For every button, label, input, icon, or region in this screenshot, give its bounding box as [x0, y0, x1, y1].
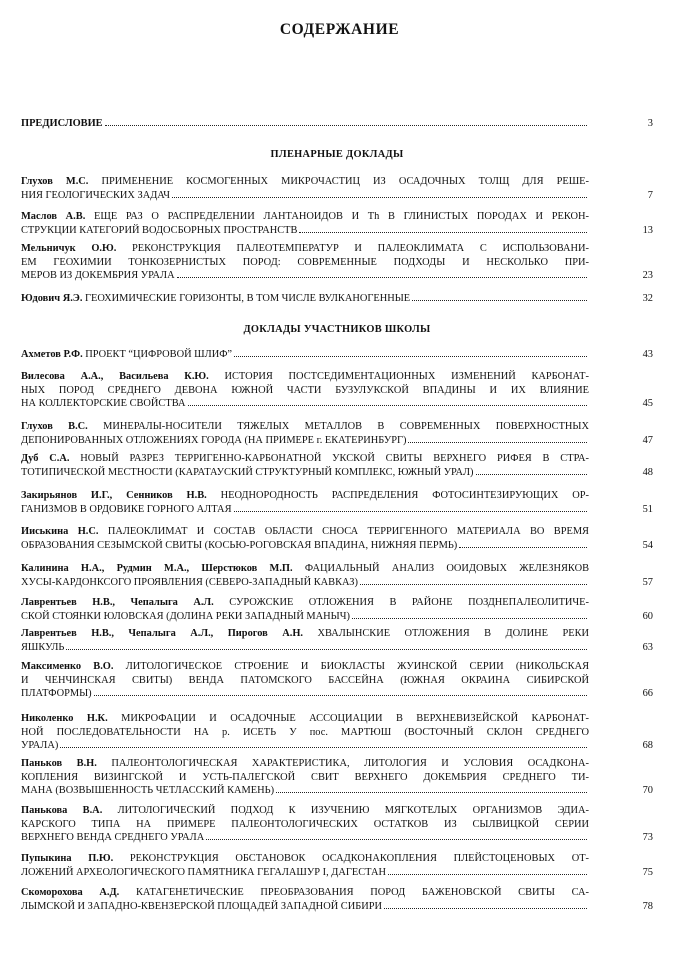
entry-line [21, 687, 589, 701]
entry-title-line: ПЛАТФОРМЫ) [21, 688, 92, 700]
toc-entry [21, 562, 653, 589]
entry-line [21, 726, 589, 740]
entry-text [21, 489, 589, 516]
entry-author: Глухов М.С. [21, 176, 89, 187]
toc-entry [21, 886, 653, 913]
entry-text [21, 660, 589, 701]
entry-line [21, 674, 589, 688]
page-number: 60 [642, 610, 653, 622]
entry-title-line: ЛЫМСКОЙ И ЗАПАДНО-КВЕНЗЕРСКОЙ ПЛОЩАДЕЙ ЗАПАДНОЙ СИБИРИ [21, 900, 382, 912]
dot-leader [60, 747, 587, 748]
entry-author: Калинина Н.А., Рудмин М.А., Шерстюков М.П. [21, 563, 293, 574]
entry-line [21, 292, 589, 306]
entry-line [21, 384, 589, 398]
toc-entry [21, 420, 653, 447]
entry-title-line: КАРСКОГО ТИПА НА ПРИМЕРЕ ПАЛЕОНТОЛОГИЧЕСКИХ ОСТАТКОВ ИЗ СЫЛВИЦКОЙ СЕРИИ [21, 818, 589, 830]
entry-title-line: СТРУКЦИИ КАТЕГОРИЙ ВОДОСБОРНЫХ ПРОСТРАНСТВ [21, 224, 298, 236]
entry-line [21, 175, 589, 189]
page-number: 32 [642, 293, 653, 304]
entry-author: Николенко Н.К. [21, 713, 108, 724]
entry-line [21, 739, 589, 753]
entry-text [21, 370, 589, 411]
dot-leader [360, 584, 587, 585]
dot-leader [66, 649, 587, 650]
page-number: 54 [642, 539, 653, 551]
entry-title-line: ГЕОХИМИЧЕСКИЕ ГОРИЗОНТЫ, В ТОМ ЧИСЛЕ ВУЛКАНОГЕННЫЕ [82, 293, 411, 304]
dot-leader [177, 277, 587, 278]
page-number: 7 [647, 189, 653, 201]
dot-leader [352, 618, 587, 619]
entry-title-line: И ЧЕНЧИНСКАЯ СВИТЫ) ВЕНДА ПАТОМСКОГО БАССЕЙНА (ЮЖНАЯ ОКРАИНА СИБИРСКОЙ [21, 674, 589, 686]
entry-line [21, 348, 589, 362]
entry-title-line: ЕЩЕ РАЗ О РАСПРЕДЕЛЕНИИ ЛАНТАНОИДОВ И Th В ГЛИНИСТЫХ ПОРОДАХ И РЕКОН- [85, 211, 589, 222]
page-number: 13 [642, 224, 653, 236]
entry-title-line: ПАЛЕОНТОЛОГИЧЕСКАЯ ХАРАКТЕРИСТИКА, ЛИТОЛОГИЯ И УСЛОВИЯ ОСАДКОНА- [96, 758, 589, 769]
entry-title-line: НА КОЛЛЕКТОРСКИЕ СВОЙСТВА [21, 398, 186, 410]
entry-title-line: ЯШКУЛЬ [21, 641, 65, 653]
entry-author: Пупыкина П.Ю. [21, 853, 114, 864]
toc-entry [21, 489, 653, 516]
entry-line [21, 466, 589, 480]
entry-title-line: РЕКОНСТРУКЦИЯ ОБСТАНОВОК ОСАДКОНАКОПЛЕНИЯ ПЛЕЙСТОЦЕНОВЫХ ОТ- [113, 853, 590, 864]
toc-entry [21, 712, 653, 753]
entry-line [21, 489, 589, 503]
entry-line [21, 576, 589, 590]
entry-title-line: ДЕПОНИРОВАННЫХ ОТЛОЖЕНИЯХ ГОРОДА (НА ПРИМЕРЕ г. ЕКАТЕРИНБУРГ) [21, 434, 407, 446]
page-number: 48 [642, 466, 653, 478]
page-number: 68 [642, 740, 653, 752]
entry-line [21, 189, 589, 203]
entry-text [21, 242, 589, 283]
entry-text [21, 804, 589, 845]
entry-line [21, 852, 589, 866]
dot-leader [234, 511, 588, 512]
page-number: 75 [642, 866, 653, 878]
toc-entry [21, 596, 653, 623]
page-number: 51 [642, 503, 653, 515]
page-number: 3 [647, 118, 653, 129]
toc-entry [21, 627, 653, 654]
entry-text [21, 852, 589, 879]
preface-label: ПРЕДИСЛОВИЕ [21, 118, 103, 129]
entry-line [21, 256, 589, 270]
dot-leader [412, 300, 587, 301]
page-number: 43 [642, 349, 653, 360]
entry-title-line: НОВЫЙ РАЗРЕЗ ТЕРРИГЕННО-КАРБОНАТНОЙ УКСКОЙ СВИТЫ ВЕРХНЕГО РИФЕЯ В СТРА- [69, 453, 589, 464]
entry-line [21, 242, 589, 256]
entry-title-line: КАТАГЕНЕТИЧЕСКИЕ ПРЕОБРАЗОВАНИЯ ПОРОД БАЖЕНОВСКОЙ СВИТЫ СА- [119, 887, 589, 898]
entry-title-line: ЛИТОЛОГИЧЕСКИЙ ПОДХОД К ИЗУЧЕНИЮ МЯГКОТЕЛЫХ ОРГАНИЗМОВ ЭДИА- [102, 805, 589, 816]
entry-text [21, 525, 589, 552]
entry-line [21, 771, 589, 785]
entry-line [21, 900, 589, 914]
entry-line [21, 818, 589, 832]
entry-author: Паньков В.Н. [21, 758, 97, 769]
entry-line [21, 641, 589, 655]
toc-entry-preface [21, 117, 653, 131]
page-number: 23 [642, 270, 653, 282]
entry-line [21, 757, 589, 771]
dot-leader [299, 232, 587, 233]
entry-title-line: ЛИТОЛОГИЧЕСКОЕ СТРОЕНИЕ И БИОКЛАСТЫ ЖУИНСКОЙ СЕРИИ (НИКОЛЬСКАЯ [113, 661, 590, 672]
entry-author: Ииськина Н.С. [21, 526, 99, 537]
entry-title-line: ИСТОРИЯ ПОСТСЕДИМЕНТАЦИОННЫХ ИЗМЕНЕНИЙ КАРБОНАТ- [208, 371, 589, 382]
entry-line [21, 269, 589, 283]
toc-entry [21, 525, 653, 552]
toc-entry [21, 804, 653, 845]
entry-title-line: НЫХ ПОРОД СРЕДНЕГО ДЕВОНА ЮЖНОЙ ЧАСТИ БУЗУЛУКСКОЙ ВПАДИНЫ И ИХ ВЛИЯНИЕ [21, 384, 589, 396]
dot-leader [94, 695, 587, 696]
entry-title-line: НОЙ ПОСЛЕДОВАТЕЛЬНОСТИ НА р. ИСЕТЬ У пос. МАРТЮШ (ВОСТОЧНЫЙ СКЛОН СРЕДНЕГО [21, 726, 589, 738]
toc-entry [21, 452, 653, 479]
page-number: 45 [642, 398, 653, 410]
page-number: 78 [642, 900, 653, 912]
entry-title-line: ТОТИПИЧЕСКОЙ МЕСТНОСТИ (КАРАТАУСКИЙ СТРУКТУРНЫЙ КОМПЛЕКС, ЮЖНЫЙ УРАЛ) [21, 466, 474, 478]
section-heading: ПЛЕНАРНЫЕ ДОКЛАДЫ [270, 149, 404, 160]
entry-line [21, 784, 589, 798]
page-number: 73 [642, 832, 653, 844]
entry-line [21, 627, 589, 641]
entry-title-line: МИКРОФАЦИИ И ОСАДОЧНЫЕ АССОЦИАЦИИ В ВЕРХНЕВИЗЕЙСКОЙ КАРБОНАТ- [107, 713, 590, 724]
entry-title-line: ХВАЛЫНСКИЕ ОТЛОЖЕНИЯ В ДОЛИНЕ РЕКИ [303, 628, 589, 639]
entry-text [21, 175, 589, 202]
entry-author: Ахметов Р.Ф. [21, 349, 83, 360]
entry-title-line: ГАНИЗМОВ В ОРДОВИКЕ ГОРНОГО АЛТАЯ [21, 503, 232, 515]
entry-line [21, 224, 589, 238]
dot-leader [172, 197, 587, 198]
entry-line [21, 210, 589, 224]
toc-entry [21, 292, 653, 306]
entry-title-line: НИЯ ГЕОЛОГИЧЕСКИХ ЗАДАЧ [21, 189, 170, 201]
entry-line [21, 503, 589, 517]
page-number: 66 [642, 688, 653, 700]
dot-leader [234, 356, 587, 357]
dot-leader [408, 442, 587, 443]
entry-title-line: МАНА (ВОЗВЫШЕННОСТЬ ЧЕТЛАССКИЙ КАМЕНЬ) [21, 785, 275, 797]
entry-line [21, 866, 589, 880]
page-number: 57 [642, 576, 653, 588]
entry-title-line: ХУСЫ-КАРДОНКСОГО ПРОЯВЛЕНИЯ (СЕВЕРО-ЗАПАДНЫЙ КАВКАЗ) [21, 576, 358, 588]
entry-title-line: СУРОЖСКИЕ ОТЛОЖЕНИЯ В РАЙОНЕ ПОЗДНЕПАЛЕОЛИТИЧЕ- [213, 597, 589, 608]
entry-text [21, 596, 589, 623]
entry-line [21, 525, 589, 539]
entry-author: Максименко В.О. [21, 661, 114, 672]
entry-line [21, 712, 589, 726]
entry-text [21, 420, 589, 447]
entry-line [21, 370, 589, 384]
entry-line [21, 562, 589, 576]
page-title: СОДЕРЖАНИЕ [279, 21, 400, 38]
entry-title-line: ПАЛЕОКЛИМАТ И СОСТАВ ОБЛАСТИ СНОСА ТЕРРИГЕННОГО МАТЕРИАЛА ВО ВРЕМЯ [98, 526, 589, 537]
dot-leader [105, 125, 587, 126]
entry-text [21, 886, 589, 913]
entry-line [21, 452, 589, 466]
entry-line [21, 397, 589, 411]
entry-line [21, 420, 589, 434]
entry-author: Панькова В.А. [21, 805, 103, 816]
entry-author: Мельничук О.Ю. [21, 243, 117, 254]
toc-entry [21, 242, 653, 283]
dot-leader [476, 474, 587, 475]
entry-author: Вилесова А.А., Васильева К.Ю. [21, 371, 209, 382]
page-number: 63 [642, 641, 653, 653]
entry-title-line: РЕКОНСТРУКЦИЯ ПАЛЕОТЕМПЕРАТУР И ПАЛЕОКЛИМАТА С ИСПОЛЬЗОВАНИ- [116, 243, 589, 254]
entry-title-line: ФАЦИАЛЬНЫЙ АНАЛИЗ ООИДОВЫХ ЖЕЛЕЗНЯКОВ [292, 563, 590, 574]
entry-title-line: ОБРАЗОВАНИЯ СЕЗЫМСКОЙ СВИТЫ (КОСЬЮ-РОГОВСКАЯ ВПАДИНА, НИЖНЯЯ ПЕРМЬ) [21, 539, 458, 551]
dot-leader [188, 405, 588, 406]
entry-author: Глухов В.С. [21, 421, 88, 432]
dot-leader [384, 908, 587, 909]
entry-text [21, 452, 589, 479]
toc-entry [21, 348, 653, 362]
entry-title-line: УРАЛА) [21, 740, 59, 752]
entry-title-line: ПРИМЕНЕНИЕ КОСМОГЕННЫХ МИКРОЧАСТИЦ ИЗ ОСАДОЧНЫХ ТОЛЩ ДЛЯ РЕШЕ- [88, 176, 589, 187]
toc-entry [21, 175, 653, 202]
toc-entry [21, 370, 653, 411]
entry-text [21, 757, 589, 798]
entry-author: Лаврентьев Н.В., Чепалыга А.Л. [21, 597, 214, 608]
entry-line [21, 886, 589, 900]
toc-entry [21, 660, 653, 701]
entry-text [21, 627, 589, 654]
entry-line [21, 804, 589, 818]
dot-leader [388, 874, 587, 875]
section-heading: ДОКЛАДЫ УЧАСТНИКОВ ШКОЛЫ [243, 324, 431, 335]
dot-leader [276, 792, 587, 793]
entry-text [21, 562, 589, 589]
entry-author: Дуб С.А. [21, 453, 70, 464]
entry-title-line: СКОЙ СТОЯНКИ ЮЛОВСКАЯ (ДОЛИНА РЕКИ ЗАПАДНЫЙ МАНЫЧ) [21, 610, 350, 622]
toc-entry [21, 757, 653, 798]
entry-line [21, 434, 589, 448]
dot-leader [206, 839, 587, 840]
entry-title-line: МЕРОВ ИЗ ДОКЕМБРИЯ УРАЛА [21, 270, 175, 282]
dot-leader [459, 547, 587, 548]
entry-author: Маслов А.В. [21, 211, 86, 222]
entry-title-line: ПРОЕКТ “ЦИФРОВОЙ ШЛИФ” [82, 349, 233, 360]
entry-line [21, 660, 589, 674]
entry-author: Юдович Я.Э. [21, 293, 83, 304]
entry-text [21, 210, 589, 237]
entry-text [21, 712, 589, 753]
entry-title-line: КОПЛЕНИЯ ВИЗИНГСКОЙ И УСТЬ-ПАЛЕГСКОЙ СВИТ ВЕРХНЕГО ДОКЕМБРИЯ СРЕДНЕГО ТИ- [21, 771, 589, 783]
entry-text [21, 292, 589, 306]
page-number: 47 [642, 434, 653, 446]
toc-entry [21, 210, 653, 237]
entry-title-line: МИНЕРАЛЫ-НОСИТЕЛИ ТЯЖЕЛЫХ МЕТАЛЛОВ В СОВРЕМЕННЫХ ПОВЕРХНОСТНЫХ [87, 421, 589, 432]
entry-author: Скоморохова А.Д. [21, 887, 120, 898]
entry-line [21, 831, 589, 845]
page-number: 70 [642, 785, 653, 797]
entry-title-line: ЛОЖЕНИЙ АРХЕОЛОГИЧЕСКОГО ПАМЯТНИКА ГЕГАЛАШУР I, ДАГЕСТАН [21, 866, 386, 878]
entry-title-line: ВЕРХНЕГО ВЕНДА СРЕДНЕГО УРАЛА [21, 832, 205, 844]
entry-line [21, 596, 589, 610]
entry-line [21, 539, 589, 553]
entry-text [21, 348, 589, 362]
entry-author: Закирьянов И.Г., Сенников Н.В. [21, 490, 207, 501]
entry-title-line: ЕМ ГЕОХИМИИ ТОНКОЗЕРНИСТЫХ ПОРОД: СОВРЕМЕННЫЕ ПОДХОДЫ И НЕСКОЛЬКО ПРИ- [21, 256, 589, 268]
entry-line [21, 610, 589, 624]
entry-title-line: НЕОДНОРОДНОСТЬ РАСПРЕДЕЛЕНИЯ ФОТОСИНТЕЗИРУЮЩИХ ОР- [206, 490, 589, 501]
entry-author: Лаврентьев Н.В., Чепалыга А.Л., Пирогов А.Н. [21, 628, 303, 639]
toc-entry [21, 852, 653, 879]
